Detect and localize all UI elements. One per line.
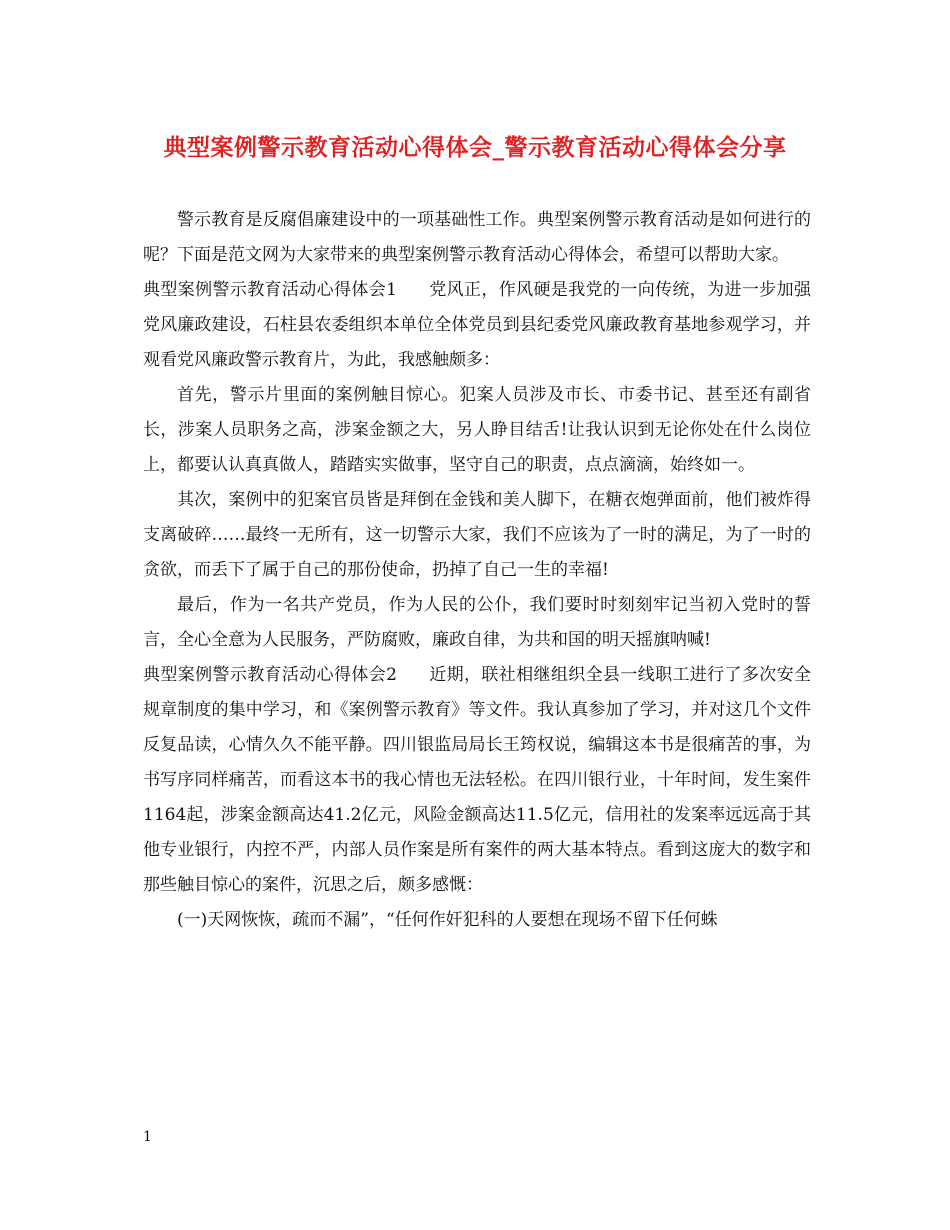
section-1-paragraph: [143, 273, 811, 378]
section-2-paragraph: [143, 658, 811, 903]
paragraph-intro: 警示教育是反腐倡廉建设中的一项基础性工作。典型案例警示教育活动是如何进行的呢？下面是范文网为大家带来的典型案例警示教育活动心得体会，希望可以帮助大家。: [143, 210, 811, 265]
paragraph-last: 最后，作为一名共产党员，作为人民的公仆，我们要时时刻刻牢记当初入党时的誓言，全心全意为人民服务，严防腐败，廉政自律，为共和国的明天摇旗呐喊!: [143, 595, 811, 650]
document-body: [143, 203, 811, 938]
section-1-text: 党风正，作风硬是我党的一向传统，为进一步加强党风廉政建设，石柱县农委组织本单位全体党员到县纪委党风廉政教育基地参观学习，并观看党风廉政警示教育片，为此，我感触颇多：: [143, 280, 812, 370]
paragraph-first: 首先，警示片里面的案例触目惊心。犯案人员涉及市长、市委书记、甚至还有副省长，涉案人员职务之高，涉案金额之大，另人睁目结舌!让我认识到无论你处在什么岗位上，都要认认真真做人，踏踏实实做事，坚守自己的职责，点点滴滴，始终如一。: [143, 385, 811, 475]
section-2-heading: 典型案例警示教育活动心得体会2: [143, 665, 397, 685]
paragraph-point-one: (一)天网恢恢，疏而不漏”，“任何作奸犯科的人要想在现场不留下任何蛛: [177, 910, 718, 930]
paragraph-second: 其次，案例中的犯案官员皆是拜倒在金钱和美人脚下，在糖衣炮弹面前，他们被炸得支离破碎……最终一无所有，这一切警示大家，我们不应该为了一时的满足，为了一时的贪欲，而丢下了属于自己的那份使命，扔掉了自己一生的幸福!: [143, 490, 811, 580]
section-1-heading: 典型案例警示教育活动心得体会1: [143, 280, 397, 300]
section-2-text: 近期，联社相继组织全县一线职工进行了多次安全规章制度的集中学习，和《案例警示教育》等文件。我认真参加了学习，并对这几个文件反复品读，心情久久不能平静。四川银监局局长王筠权说，编辑这本书是很痛苦的事，为书写序同样痛苦，而看这本书的我心情也无法轻松。在四川银行业，十年时间，发生案件1164起，涉案金额高达41.2亿元，风险金额高达11.5亿元，信用社的发案率远远高于其他专业银行，内控不严，内部人员作案是所有案件的两大基本特点。看到这庞大的数字和那些触目惊心的案件，沉思之后，颇多感慨：: [143, 665, 812, 895]
document-title: 典型案例警示教育活动心得体会_警示教育活动心得体会分享: [163, 135, 787, 161]
page-number: 1: [143, 1129, 152, 1145]
